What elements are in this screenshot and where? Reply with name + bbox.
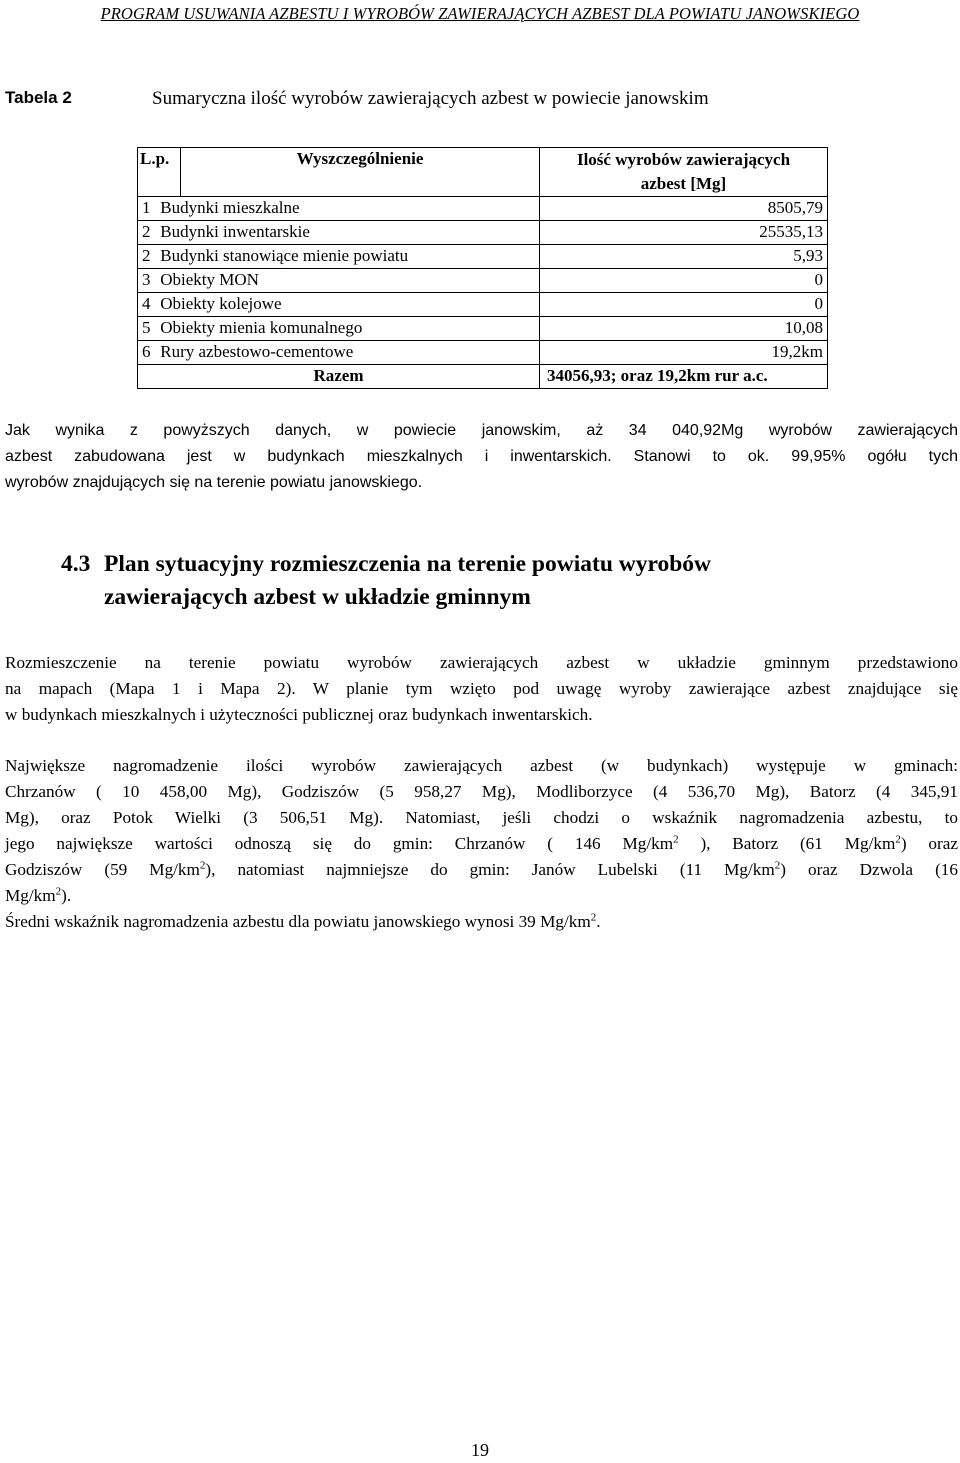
paragraph-line: wyrobów znajdujących się na terenie powiatu janowskiego. xyxy=(5,474,423,491)
paragraph-line: Jak wynika z powyższych danych, w powiecie janowskim, aż 34 040,92Mg wyrobów zawierających xyxy=(5,422,958,439)
text-segment: ), natomiast najmniejsze do gmin: Janów Lubelski (11 Mg/km xyxy=(205,860,775,879)
row-qty: 0 xyxy=(540,269,828,293)
header-qty-line1: Ilość wyrobów zawierających xyxy=(576,150,791,169)
paragraph-line xyxy=(5,883,958,909)
row-qty: 5,93 xyxy=(540,245,828,269)
row-name: Obiekty MON xyxy=(160,270,259,289)
row-name: Budynki stanowiące mienie powiatu xyxy=(160,246,409,265)
header-lp: L.p. xyxy=(138,148,181,197)
superscript: 2 xyxy=(199,859,206,872)
page-number: 19 xyxy=(471,1440,489,1460)
row-desc-cell xyxy=(138,293,540,317)
table-row xyxy=(138,221,828,245)
paragraph-line: na mapach (Mapa 1 i Mapa 2). W planie tym wzięto pod uwagę wyroby zawierające azbest znajdujące się xyxy=(5,679,958,698)
table-row xyxy=(138,317,828,341)
table-header-row xyxy=(138,148,828,197)
row-name: Obiekty mienia komunalnego xyxy=(160,318,363,337)
text-segment: jego największe wartości odnoszą się do gmin: Chrzanów ( 146 Mg/km xyxy=(5,834,674,853)
paragraph-line: Największe nagromadzenie ilości wyrobów zawierających azbest (w budynkach) występuje w gminach: xyxy=(5,756,958,775)
table-row xyxy=(138,293,828,317)
section-title-line: zawierających azbest w układzie gminnym xyxy=(104,584,531,610)
paragraph-line xyxy=(5,857,958,883)
table-row xyxy=(138,197,828,221)
paragraph-line: Mg), oraz Potok Wielki (3 506,51 Mg). Natomiast, jeśli chodzi o wskaźnik nagromadzenia azbestu, to xyxy=(5,808,958,827)
table-row xyxy=(138,341,828,365)
table-title: Sumaryczna ilość wyrobów zawierających azbest w powiecie janowskim xyxy=(152,88,709,109)
header-qty xyxy=(540,148,828,197)
row-qty: 10,08 xyxy=(540,317,828,341)
row-name: Budynki mieszkalne xyxy=(160,198,300,217)
section-title-line: Plan sytuacyjny rozmieszczenia na terenie powiatu wyrobów xyxy=(104,551,712,577)
row-qty: 0 xyxy=(540,293,828,317)
table-label: Tabela 2 xyxy=(5,88,72,107)
header-name: Wyszczególnienie xyxy=(181,148,540,197)
superscript: 2 xyxy=(55,885,62,898)
text-segment: ). xyxy=(61,886,72,905)
text-segment: ) oraz xyxy=(900,834,958,853)
row-name: Obiekty kolejowe xyxy=(160,294,282,313)
row-number: 3 xyxy=(142,270,151,289)
total-value: 34056,93; oraz 19,2km rur a.c. xyxy=(540,365,828,389)
row-desc-cell xyxy=(138,341,540,365)
summary-paragraph xyxy=(5,418,958,496)
paragraph-line: Chrzanów ( 10 458,00 Mg), Godziszów (5 958,27 Mg), Modliborzyce (4 536,70 Mg), Batorz (4 345,91 xyxy=(5,782,958,801)
table-row xyxy=(138,245,828,269)
row-name: Rury azbestowo-cementowe xyxy=(160,342,354,361)
table-total-row xyxy=(138,365,828,389)
row-desc-cell xyxy=(138,269,540,293)
paragraph-line: Rozmieszczenie na terenie powiatu wyrobów zawierających azbest w układzie gminnym przedstawiono xyxy=(5,653,958,672)
row-desc-cell xyxy=(138,317,540,341)
summary-table xyxy=(137,147,828,389)
row-number: 2 xyxy=(142,222,151,241)
row-qty: 25535,13 xyxy=(540,221,828,245)
text-segment: Średni wskaźnik nagromadzenia azbestu dla powiatu janowskiego wynosi 39 Mg/km xyxy=(5,912,591,931)
row-number: 5 xyxy=(142,318,151,337)
maps-paragraph xyxy=(5,650,958,728)
text-segment: ), Batorz (61 Mg/km xyxy=(678,834,896,853)
section-number: 4.3 xyxy=(61,551,91,577)
paragraph-line xyxy=(5,831,958,857)
row-qty: 19,2km xyxy=(540,341,828,365)
text-segment: Mg/km xyxy=(5,886,56,905)
row-number: 2 xyxy=(142,246,151,265)
row-name: Budynki inwentarskie xyxy=(160,222,310,241)
text-segment: ) oraz Dzwola (16 xyxy=(780,860,958,879)
row-number: 6 xyxy=(142,342,151,361)
header-qty-line2: azbest [Mg] xyxy=(640,174,727,193)
superscript: 2 xyxy=(774,859,781,872)
text-segment: . xyxy=(596,912,601,931)
accumulation-paragraph xyxy=(5,753,958,935)
superscript: 2 xyxy=(895,833,901,846)
paragraph-line xyxy=(5,909,958,935)
paragraph-line: w budynkach mieszkalnych i użyteczności publicznej oraz budynkach inwentarskich. xyxy=(5,705,593,724)
table-row xyxy=(138,269,828,293)
superscript: 2 xyxy=(673,833,679,846)
section-heading xyxy=(61,548,711,614)
row-desc-cell xyxy=(138,221,540,245)
row-desc-cell xyxy=(138,245,540,269)
row-qty: 8505,79 xyxy=(540,197,828,221)
text-segment: Godziszów (59 Mg/km xyxy=(5,860,200,879)
paragraph-line: azbest zabudowana jest w budynkach mieszkalnych i inwentarskich. Stanowi to ok. 99,95% ogółu tych xyxy=(5,448,958,465)
row-desc-cell xyxy=(138,197,540,221)
row-number: 4 xyxy=(142,294,151,313)
superscript: 2 xyxy=(590,911,597,924)
total-label: Razem xyxy=(138,365,540,389)
page-header: PROGRAM USUWANIA AZBESTU I WYROBÓW ZAWIERAJĄCYCH AZBEST DLA POWIATU JANOWSKIEGO xyxy=(100,4,860,23)
row-number: 1 xyxy=(142,198,151,217)
